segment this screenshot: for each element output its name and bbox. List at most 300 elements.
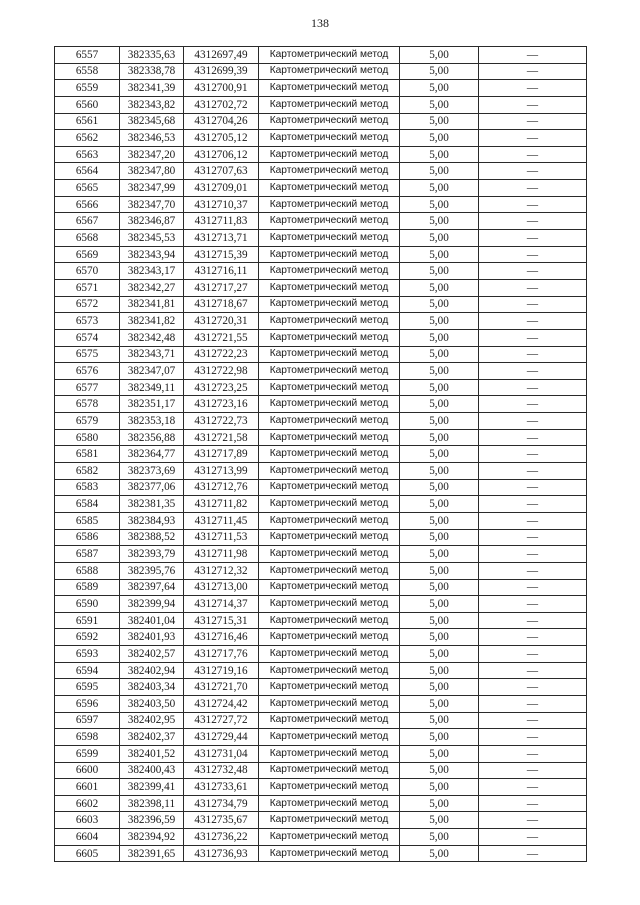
table-row: [55, 695, 587, 712]
accuracy-cell: 5,00: [400, 296, 479, 313]
point-number-cell: 6569: [55, 246, 120, 263]
y-coordinate-cell: 4312700,91: [184, 80, 259, 97]
note-cell: —: [479, 230, 587, 247]
table-row: [55, 829, 587, 846]
note-cell: —: [479, 296, 587, 313]
y-coordinate-cell: 4312721,55: [184, 329, 259, 346]
method-cell: Картометрический метод: [259, 146, 400, 163]
accuracy-cell: 5,00: [400, 146, 479, 163]
y-coordinate-cell: 4312724,42: [184, 695, 259, 712]
table-row: [55, 196, 587, 213]
note-cell: —: [479, 246, 587, 263]
point-number-cell: 6588: [55, 562, 120, 579]
note-cell: —: [479, 47, 587, 64]
accuracy-cell: 5,00: [400, 596, 479, 613]
y-coordinate-cell: 4312713,71: [184, 230, 259, 247]
note-cell: —: [479, 629, 587, 646]
accuracy-cell: 5,00: [400, 662, 479, 679]
table-row: [55, 96, 587, 113]
point-number-cell: 6571: [55, 279, 120, 296]
method-cell: Картометрический метод: [259, 396, 400, 413]
point-number-cell: 6605: [55, 845, 120, 862]
method-cell: Картометрический метод: [259, 596, 400, 613]
point-number-cell: 6579: [55, 413, 120, 430]
x-coordinate-cell: 382343,71: [120, 346, 184, 363]
x-coordinate-cell: 382401,93: [120, 629, 184, 646]
accuracy-cell: 5,00: [400, 163, 479, 180]
x-coordinate-cell: 382395,76: [120, 562, 184, 579]
y-coordinate-cell: 4312705,12: [184, 130, 259, 147]
y-coordinate-cell: 4312719,16: [184, 662, 259, 679]
table-row: [55, 230, 587, 247]
table-row: [55, 396, 587, 413]
table-row: [55, 679, 587, 696]
method-cell: Картометрический метод: [259, 529, 400, 546]
note-cell: —: [479, 845, 587, 862]
method-cell: Картометрический метод: [259, 130, 400, 147]
point-number-cell: 6560: [55, 96, 120, 113]
method-cell: Картометрический метод: [259, 413, 400, 430]
y-coordinate-cell: 4312733,61: [184, 779, 259, 796]
y-coordinate-cell: 4312732,48: [184, 762, 259, 779]
method-cell: Картометрический метод: [259, 263, 400, 280]
accuracy-cell: 5,00: [400, 130, 479, 147]
table-row: [55, 662, 587, 679]
x-coordinate-cell: 382402,57: [120, 646, 184, 663]
x-coordinate-cell: 382402,95: [120, 712, 184, 729]
method-cell: Картометрический метод: [259, 63, 400, 80]
y-coordinate-cell: 4312713,99: [184, 463, 259, 480]
note-cell: —: [479, 546, 587, 563]
method-cell: Картометрический метод: [259, 812, 400, 829]
point-number-cell: 6567: [55, 213, 120, 230]
x-coordinate-cell: 382364,77: [120, 446, 184, 463]
point-number-cell: 6591: [55, 612, 120, 629]
method-cell: Картометрический метод: [259, 446, 400, 463]
x-coordinate-cell: 382346,53: [120, 130, 184, 147]
note-cell: —: [479, 662, 587, 679]
table-row: [55, 845, 587, 862]
table-row: [55, 379, 587, 396]
method-cell: Картометрический метод: [259, 795, 400, 812]
note-cell: —: [479, 729, 587, 746]
note-cell: —: [479, 496, 587, 513]
note-cell: —: [479, 446, 587, 463]
accuracy-cell: 5,00: [400, 612, 479, 629]
y-coordinate-cell: 4312714,37: [184, 596, 259, 613]
point-number-cell: 6597: [55, 712, 120, 729]
y-coordinate-cell: 4312736,22: [184, 829, 259, 846]
table-row: [55, 146, 587, 163]
point-number-cell: 6580: [55, 429, 120, 446]
accuracy-cell: 5,00: [400, 679, 479, 696]
note-cell: —: [479, 196, 587, 213]
y-coordinate-cell: 4312699,39: [184, 63, 259, 80]
y-coordinate-cell: 4312723,25: [184, 379, 259, 396]
accuracy-cell: 5,00: [400, 829, 479, 846]
note-cell: —: [479, 213, 587, 230]
accuracy-cell: 5,00: [400, 363, 479, 380]
accuracy-cell: 5,00: [400, 196, 479, 213]
method-cell: Картометрический метод: [259, 313, 400, 330]
y-coordinate-cell: 4312722,73: [184, 413, 259, 430]
accuracy-cell: 5,00: [400, 346, 479, 363]
x-coordinate-cell: 382347,70: [120, 196, 184, 213]
point-number-cell: 6563: [55, 146, 120, 163]
x-coordinate-cell: 382397,64: [120, 579, 184, 596]
accuracy-cell: 5,00: [400, 779, 479, 796]
accuracy-cell: 5,00: [400, 479, 479, 496]
x-coordinate-cell: 382343,82: [120, 96, 184, 113]
note-cell: —: [479, 146, 587, 163]
accuracy-cell: 5,00: [400, 396, 479, 413]
y-coordinate-cell: 4312722,23: [184, 346, 259, 363]
y-coordinate-cell: 4312712,32: [184, 562, 259, 579]
accuracy-cell: 5,00: [400, 579, 479, 596]
note-cell: —: [479, 712, 587, 729]
accuracy-cell: 5,00: [400, 496, 479, 513]
point-number-cell: 6594: [55, 662, 120, 679]
x-coordinate-cell: 382343,94: [120, 246, 184, 263]
x-coordinate-cell: 382401,04: [120, 612, 184, 629]
note-cell: —: [479, 463, 587, 480]
table-row: [55, 346, 587, 363]
table-row: [55, 562, 587, 579]
x-coordinate-cell: 382353,18: [120, 413, 184, 430]
accuracy-cell: 5,00: [400, 695, 479, 712]
note-cell: —: [479, 646, 587, 663]
note-cell: —: [479, 745, 587, 762]
accuracy-cell: 5,00: [400, 96, 479, 113]
accuracy-cell: 5,00: [400, 762, 479, 779]
x-coordinate-cell: 382349,11: [120, 379, 184, 396]
x-coordinate-cell: 382347,80: [120, 163, 184, 180]
point-number-cell: 6600: [55, 762, 120, 779]
table-row: [55, 130, 587, 147]
y-coordinate-cell: 4312717,27: [184, 279, 259, 296]
point-number-cell: 6582: [55, 463, 120, 480]
x-coordinate-cell: 382343,17: [120, 263, 184, 280]
method-cell: Картометрический метод: [259, 80, 400, 97]
x-coordinate-cell: 382381,35: [120, 496, 184, 513]
table-row: [55, 612, 587, 629]
table-row: [55, 762, 587, 779]
table-row: [55, 429, 587, 446]
point-number-cell: 6577: [55, 379, 120, 396]
table-row: [55, 496, 587, 513]
method-cell: Картометрический метод: [259, 113, 400, 130]
accuracy-cell: 5,00: [400, 712, 479, 729]
page-number: 138: [311, 16, 329, 30]
table-row: [55, 163, 587, 180]
x-coordinate-cell: 382400,43: [120, 762, 184, 779]
accuracy-cell: 5,00: [400, 845, 479, 862]
point-number-cell: 6573: [55, 313, 120, 330]
x-coordinate-cell: 382384,93: [120, 512, 184, 529]
y-coordinate-cell: 4312717,89: [184, 446, 259, 463]
table-row: [55, 246, 587, 263]
y-coordinate-cell: 4312715,39: [184, 246, 259, 263]
y-coordinate-cell: 4312716,11: [184, 263, 259, 280]
point-number-cell: 6568: [55, 230, 120, 247]
point-number-cell: 6559: [55, 80, 120, 97]
method-cell: Картометрический метод: [259, 230, 400, 247]
method-cell: Картометрический метод: [259, 779, 400, 796]
x-coordinate-cell: 382351,17: [120, 396, 184, 413]
x-coordinate-cell: 382396,59: [120, 812, 184, 829]
note-cell: —: [479, 596, 587, 613]
note-cell: —: [479, 829, 587, 846]
table-row: [55, 180, 587, 197]
table-row: [55, 80, 587, 97]
table-row: [55, 63, 587, 80]
accuracy-cell: 5,00: [400, 47, 479, 64]
point-number-cell: 6592: [55, 629, 120, 646]
table-row: [55, 729, 587, 746]
point-number-cell: 6576: [55, 363, 120, 380]
accuracy-cell: 5,00: [400, 812, 479, 829]
y-coordinate-cell: 4312702,72: [184, 96, 259, 113]
table-row: [55, 446, 587, 463]
table-row: [55, 313, 587, 330]
note-cell: —: [479, 329, 587, 346]
table-row: [55, 47, 587, 64]
method-cell: Картометрический метод: [259, 646, 400, 663]
accuracy-cell: 5,00: [400, 629, 479, 646]
point-number-cell: 6575: [55, 346, 120, 363]
x-coordinate-cell: 382388,52: [120, 529, 184, 546]
x-coordinate-cell: 382346,87: [120, 213, 184, 230]
accuracy-cell: 5,00: [400, 729, 479, 746]
table-row: [55, 546, 587, 563]
x-coordinate-cell: 382345,68: [120, 113, 184, 130]
method-cell: Картометрический метод: [259, 279, 400, 296]
y-coordinate-cell: 4312704,26: [184, 113, 259, 130]
x-coordinate-cell: 382342,48: [120, 329, 184, 346]
y-coordinate-cell: 4312710,37: [184, 196, 259, 213]
x-coordinate-cell: 382394,92: [120, 829, 184, 846]
table-row: [55, 579, 587, 596]
point-number-cell: 6564: [55, 163, 120, 180]
note-cell: —: [479, 313, 587, 330]
point-number-cell: 6595: [55, 679, 120, 696]
table-row: [55, 812, 587, 829]
y-coordinate-cell: 4312711,45: [184, 512, 259, 529]
y-coordinate-cell: 4312718,67: [184, 296, 259, 313]
y-coordinate-cell: 4312735,67: [184, 812, 259, 829]
table-row: [55, 279, 587, 296]
table-row: [55, 479, 587, 496]
x-coordinate-cell: 382347,07: [120, 363, 184, 380]
method-cell: Картометрический метод: [259, 612, 400, 629]
note-cell: —: [479, 779, 587, 796]
note-cell: —: [479, 96, 587, 113]
table-row: [55, 529, 587, 546]
x-coordinate-cell: 382356,88: [120, 429, 184, 446]
y-coordinate-cell: 4312727,72: [184, 712, 259, 729]
note-cell: —: [479, 413, 587, 430]
y-coordinate-cell: 4312706,12: [184, 146, 259, 163]
x-coordinate-cell: 382399,41: [120, 779, 184, 796]
x-coordinate-cell: 382403,34: [120, 679, 184, 696]
coordinates-table: [54, 46, 587, 862]
method-cell: Картометрический метод: [259, 346, 400, 363]
y-coordinate-cell: 4312722,98: [184, 363, 259, 380]
method-cell: Картометрический метод: [259, 180, 400, 197]
method-cell: Картометрический метод: [259, 196, 400, 213]
y-coordinate-cell: 4312711,98: [184, 546, 259, 563]
y-coordinate-cell: 4312734,79: [184, 795, 259, 812]
note-cell: —: [479, 346, 587, 363]
note-cell: —: [479, 695, 587, 712]
method-cell: Картометрический метод: [259, 379, 400, 396]
note-cell: —: [479, 180, 587, 197]
x-coordinate-cell: 382347,99: [120, 180, 184, 197]
note-cell: —: [479, 512, 587, 529]
x-coordinate-cell: 382335,63: [120, 47, 184, 64]
table-row: [55, 596, 587, 613]
method-cell: Картометрический метод: [259, 496, 400, 513]
table-row: [55, 795, 587, 812]
note-cell: —: [479, 812, 587, 829]
table-row: [55, 263, 587, 280]
accuracy-cell: 5,00: [400, 279, 479, 296]
x-coordinate-cell: 382342,27: [120, 279, 184, 296]
x-coordinate-cell: 382347,20: [120, 146, 184, 163]
method-cell: Картометрический метод: [259, 363, 400, 380]
table-row: [55, 363, 587, 380]
x-coordinate-cell: 382341,81: [120, 296, 184, 313]
y-coordinate-cell: 4312717,76: [184, 646, 259, 663]
coordinates-table-body: [55, 47, 587, 862]
x-coordinate-cell: 382393,79: [120, 546, 184, 563]
note-cell: —: [479, 429, 587, 446]
point-number-cell: 6565: [55, 180, 120, 197]
point-number-cell: 6562: [55, 130, 120, 147]
accuracy-cell: 5,00: [400, 313, 479, 330]
accuracy-cell: 5,00: [400, 745, 479, 762]
method-cell: Картометрический метод: [259, 829, 400, 846]
note-cell: —: [479, 612, 587, 629]
accuracy-cell: 5,00: [400, 213, 479, 230]
point-number-cell: 6604: [55, 829, 120, 846]
y-coordinate-cell: 4312721,58: [184, 429, 259, 446]
y-coordinate-cell: 4312707,63: [184, 163, 259, 180]
y-coordinate-cell: 4312731,04: [184, 745, 259, 762]
y-coordinate-cell: 4312711,53: [184, 529, 259, 546]
accuracy-cell: 5,00: [400, 646, 479, 663]
accuracy-cell: 5,00: [400, 180, 479, 197]
y-coordinate-cell: 4312711,83: [184, 213, 259, 230]
x-coordinate-cell: 382402,37: [120, 729, 184, 746]
note-cell: —: [479, 163, 587, 180]
accuracy-cell: 5,00: [400, 263, 479, 280]
method-cell: Картометрический метод: [259, 329, 400, 346]
method-cell: Картометрический метод: [259, 246, 400, 263]
table-row: [55, 413, 587, 430]
method-cell: Картометрический метод: [259, 662, 400, 679]
x-coordinate-cell: 382403,50: [120, 695, 184, 712]
point-number-cell: 6561: [55, 113, 120, 130]
method-cell: Картометрический метод: [259, 762, 400, 779]
point-number-cell: 6566: [55, 196, 120, 213]
accuracy-cell: 5,00: [400, 429, 479, 446]
accuracy-cell: 5,00: [400, 246, 479, 263]
y-coordinate-cell: 4312729,44: [184, 729, 259, 746]
accuracy-cell: 5,00: [400, 329, 479, 346]
note-cell: —: [479, 113, 587, 130]
method-cell: Картометрический метод: [259, 512, 400, 529]
x-coordinate-cell: 382391,65: [120, 845, 184, 862]
accuracy-cell: 5,00: [400, 113, 479, 130]
note-cell: —: [479, 363, 587, 380]
accuracy-cell: 5,00: [400, 463, 479, 480]
point-number-cell: 6596: [55, 695, 120, 712]
note-cell: —: [479, 396, 587, 413]
y-coordinate-cell: 4312709,01: [184, 180, 259, 197]
accuracy-cell: 5,00: [400, 562, 479, 579]
x-coordinate-cell: 382398,11: [120, 795, 184, 812]
table-row: [55, 512, 587, 529]
point-number-cell: 6589: [55, 579, 120, 596]
table-row: [55, 463, 587, 480]
accuracy-cell: 5,00: [400, 63, 479, 80]
point-number-cell: 6599: [55, 745, 120, 762]
point-number-cell: 6603: [55, 812, 120, 829]
y-coordinate-cell: 4312723,16: [184, 396, 259, 413]
table-row: [55, 329, 587, 346]
y-coordinate-cell: 4312716,46: [184, 629, 259, 646]
x-coordinate-cell: 382401,52: [120, 745, 184, 762]
method-cell: Картометрический метод: [259, 745, 400, 762]
point-number-cell: 6583: [55, 479, 120, 496]
point-number-cell: 6586: [55, 529, 120, 546]
x-coordinate-cell: 382399,94: [120, 596, 184, 613]
note-cell: —: [479, 263, 587, 280]
y-coordinate-cell: 4312715,31: [184, 612, 259, 629]
table-row: [55, 779, 587, 796]
table-row: [55, 629, 587, 646]
accuracy-cell: 5,00: [400, 413, 479, 430]
y-coordinate-cell: 4312736,93: [184, 845, 259, 862]
point-number-cell: 6585: [55, 512, 120, 529]
method-cell: Картометрический метод: [259, 629, 400, 646]
method-cell: Картометрический метод: [259, 213, 400, 230]
method-cell: Картометрический метод: [259, 463, 400, 480]
accuracy-cell: 5,00: [400, 80, 479, 97]
y-coordinate-cell: 4312711,82: [184, 496, 259, 513]
point-number-cell: 6601: [55, 779, 120, 796]
y-coordinate-cell: 4312697,49: [184, 47, 259, 64]
note-cell: —: [479, 679, 587, 696]
point-number-cell: 6578: [55, 396, 120, 413]
y-coordinate-cell: 4312713,00: [184, 579, 259, 596]
method-cell: Картометрический метод: [259, 695, 400, 712]
note-cell: —: [479, 579, 587, 596]
x-coordinate-cell: 382402,94: [120, 662, 184, 679]
table-row: [55, 213, 587, 230]
table-row: [55, 646, 587, 663]
y-coordinate-cell: 4312721,70: [184, 679, 259, 696]
note-cell: —: [479, 529, 587, 546]
note-cell: —: [479, 379, 587, 396]
point-number-cell: 6574: [55, 329, 120, 346]
note-cell: —: [479, 80, 587, 97]
y-coordinate-cell: 4312720,31: [184, 313, 259, 330]
method-cell: Картометрический метод: [259, 546, 400, 563]
method-cell: Картометрический метод: [259, 163, 400, 180]
note-cell: —: [479, 762, 587, 779]
